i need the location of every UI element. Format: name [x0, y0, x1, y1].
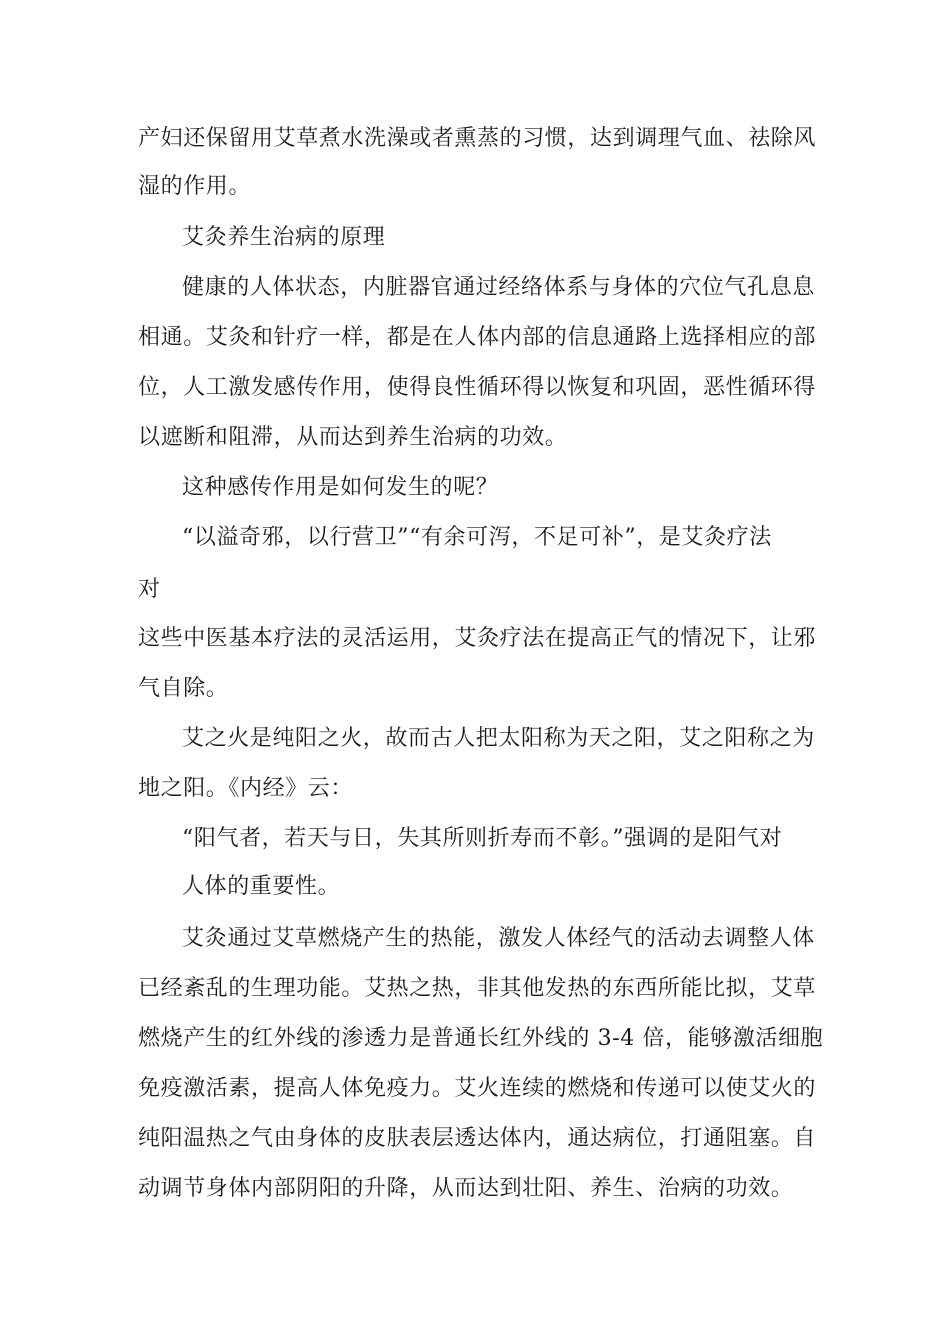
- text-line: “以溢奇邪，以行营卫”“有余可泻，不足可补”，是艾灸疗法: [182, 525, 772, 550]
- text-line: 位，人工激发感传作用，使得良性循环得以恢复和巩固，恶性循环得: [138, 375, 817, 400]
- text-line: 动调节身体内部阴阳的升降，从而达到壮阳、养生、治病的功效。: [138, 1176, 794, 1201]
- text-line: 艾之火是纯阳之火，故而古人把太阳称为天之阳，艾之阳称之为: [182, 726, 815, 751]
- text-line: 地之阳。《内经》云：: [138, 776, 354, 801]
- text-line: 这种感传作用是如何发生的呢？: [182, 475, 499, 500]
- section-heading: 艾灸养生治病的原理: [182, 225, 386, 250]
- text-line: 纯阳温热之气由身体的皮肤表层透达体内，通达病位，打通阻塞。自: [138, 1126, 817, 1151]
- text-line: “阳气者，若天与日，失其所则折寿而不彰。”强调的是阳气对: [182, 826, 783, 851]
- text-line: 艾灸通过艾草燃烧产生的热能，激发人体经气的活动去调整人体: [182, 926, 815, 951]
- text-line: 相通。艾灸和针疗一样，都是在人体内部的信息通路上选择相应的部: [138, 325, 817, 350]
- text-line: 已经紊乱的生理功能。艾热之热，非其他发热的东西所能比拟，艾草: [138, 976, 817, 1001]
- text-line: 以遮断和阻滞，从而达到养生治病的功效。: [138, 425, 568, 450]
- text-line: 健康的人体状态，内脏器官通过经络体系与身体的穴位气孔息息: [182, 275, 815, 300]
- text-line: 产妇还保留用艾草煮水洗澡或者熏蒸的习惯，达到调理气血、祛除风: [138, 126, 817, 151]
- text-line: 湿的作用。: [138, 174, 252, 199]
- text-line: 燃烧产生的红外线的渗透力是普通长红外线的 3-4 倍，能够激活细胞: [138, 1026, 824, 1051]
- text-line: 这些中医基本疗法的灵活运用，艾灸疗法在提高正气的情况下，让邪: [138, 626, 817, 651]
- text-line: 免疫激活素，提高人体免疫力。艾火连续的燃烧和传递可以使艾火的: [138, 1076, 817, 1101]
- text-line: 气自除。: [138, 676, 229, 701]
- text-line: 人体的重要性。: [182, 874, 341, 899]
- text-line: 对: [138, 577, 161, 602]
